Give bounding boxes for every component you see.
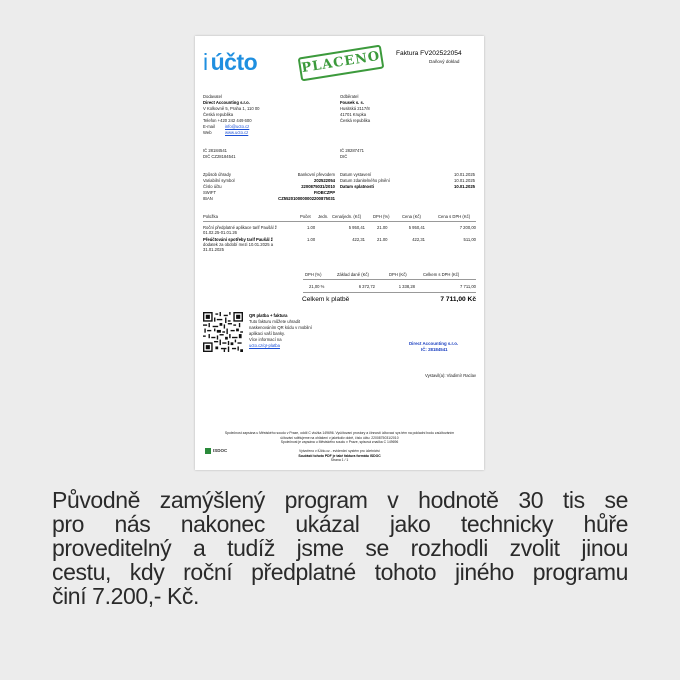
caption-line: Původně zamýšlený program v hodnotě 30 tis se	[52, 487, 628, 513]
item-note-date: 31.01.2025	[203, 247, 224, 252]
page-number: Strana 1 / 1	[330, 458, 349, 462]
col-unit: Jedn.	[318, 214, 329, 219]
swift-label: SWIFT	[203, 190, 217, 195]
footer-line: Vytvořeno v iÚčto.cz - evidenční systém pro účetnictví	[298, 449, 381, 453]
iban-label: IBAN	[203, 196, 213, 201]
customer-name: Fousek s. s.	[340, 100, 364, 105]
date-value: 10.01.2025	[454, 172, 475, 177]
item-total: 7 200,00	[459, 225, 476, 230]
caption-text	[52, 488, 628, 608]
item-period: 01.02.25-01.01.26	[203, 230, 237, 235]
due-label: Datum splatnosti	[340, 184, 374, 189]
item-price: 422,31	[412, 237, 425, 242]
item-vat: 21.00	[377, 237, 388, 242]
customer-country: Česká republika	[340, 118, 371, 123]
vat-col-vat: DPH (Kč)	[389, 272, 407, 277]
divider	[303, 279, 476, 280]
supplier-web-label: Web	[203, 130, 212, 135]
supplier-name: Direct Accounting s.r.o.	[203, 100, 250, 105]
footer-line: Společnost zapsána u Městského soudu v Praze, oddíl C vložka 149696. Vyúčtovaní prostory a činností účtovací sys tém na pokladní bodu zaúčtováním	[224, 431, 455, 435]
payment-label: Způsob úhrady	[203, 172, 231, 177]
qr-title: QR platba + faktura	[249, 313, 288, 318]
caption-line: proveditelný a tudíž jsme se rozhodli zvolit jinou	[52, 535, 628, 561]
due-value: 10.01.2025	[454, 184, 475, 189]
caption-line: činí 7.200,- Kč.	[52, 583, 200, 609]
col-vat: DPH (%)	[373, 214, 390, 219]
footer-line: Součástí tohoto PDF je také faktura formátu ISDOC	[298, 453, 381, 458]
item-vat: 21.00	[377, 225, 388, 230]
item-price: 5 950,41	[408, 225, 425, 230]
customer-address2: 41701 Krupka	[340, 112, 367, 117]
qr-text-line: Tuto fakturu můžete uhradit	[249, 319, 301, 324]
vat-col-rate: DPH (%)	[305, 272, 322, 277]
footer-line: Společnost je zapsána u Městského soudu v Praze, spisová značka C 149696	[280, 440, 399, 444]
signature-name: Direct Accounting s.r.o.	[409, 341, 459, 346]
customer-label: Odběratel	[340, 94, 359, 99]
qr-info-link[interactable]: ucto.cz/qr-platba	[249, 343, 280, 348]
ucto-logo: i účto	[203, 49, 258, 75]
supplier-country: Česká republika	[203, 112, 234, 117]
supplier-ic: IČ 28184541	[203, 148, 227, 153]
paid-stamp: PLACENO	[298, 45, 385, 82]
caption-line: cestu, kdy roční předplatné tohoto jiného programu	[52, 559, 628, 585]
item-name: Přeúčtování spotřeby tarif Paušál ž	[203, 237, 273, 242]
vat-rate: 21,00 %	[309, 284, 325, 289]
isdoc-badge: ISDOC	[205, 448, 227, 454]
total-label: Celkem k platbě	[302, 296, 350, 303]
divider	[303, 292, 476, 293]
account-label: Číslo účtu	[203, 184, 222, 189]
duzp-label: Datum zdanitelného plnění	[340, 178, 390, 183]
account-value: 2200875031/2010	[301, 184, 335, 189]
qr-text-line: naskenováním QR kódu v mobilní	[249, 325, 312, 330]
invoice-sheet	[195, 36, 484, 470]
duzp-value: 10.01.2025	[454, 178, 475, 183]
vat-total: 7 711,00	[460, 284, 476, 289]
customer-address1: Husitská 2117/8	[340, 106, 370, 111]
date-label: Datum vystavení	[340, 172, 372, 177]
col-total: Cena s DPH (Kč)	[438, 214, 471, 219]
payment-value: Bankovní převodem	[297, 172, 335, 177]
invoice-title: Faktura FV202522054	[396, 50, 462, 57]
supplier-phone: Telefon +420 242 449 600	[203, 118, 252, 123]
issued-by: Vystavil(a): Vladimír Raclav	[424, 373, 476, 378]
supplier-email-link[interactable]: info@ucto.cz	[225, 124, 250, 129]
supplier-web-link[interactable]: www.ucto.cz	[225, 130, 249, 135]
col-qty: Počet	[300, 214, 311, 219]
supplier-dic: DIČ CZ28184541	[203, 154, 236, 159]
supplier-address: V Kolkovně 5, Praha 1, 110 00	[203, 106, 260, 111]
qr-code	[203, 312, 243, 352]
item-unit-price: 5 950,41	[348, 225, 365, 230]
item-total: 511,00	[463, 237, 476, 242]
customer-ic: IČ 28287471	[340, 148, 364, 153]
iban-value: CZ5520100000002200875031	[278, 196, 335, 201]
vat-col-base: Základ daně (Kč)	[337, 272, 369, 277]
col-price: Cena (Kč)	[402, 214, 421, 219]
item-qty: 1.00	[307, 225, 316, 230]
signature-stamp	[409, 341, 458, 352]
supplier-label: Dodavatel	[203, 94, 222, 99]
vs-label: Variabilní symbol	[203, 178, 235, 183]
item-note: dodatek za období mezi 10.01.2025 a	[203, 242, 274, 247]
vat-amount: 1 338,28	[398, 284, 415, 289]
item-qty: 1.00	[307, 237, 316, 242]
customer-dic: DIČ	[340, 154, 348, 159]
item-name: Roční předplatné aplikace tarif Paušál ž	[203, 225, 277, 230]
footer-line: účtování sdělujeme na ohlášení v jakékoliv době, číslo účtu: 2200875031/2010	[280, 435, 399, 440]
qr-text-line: aplikaci vaší banky.	[249, 331, 285, 336]
invoice-subtitle: Daňový doklad	[429, 59, 460, 64]
vat-col-total: Celkem s DPH (Kč)	[423, 272, 460, 277]
item-unit-price: 422,31	[352, 237, 365, 242]
swift-value: FIOBCZPP	[313, 190, 335, 195]
total-value: 7 711,00 Kč	[440, 296, 476, 303]
divider	[203, 221, 476, 222]
signature-ic: IČ: 28184541	[421, 346, 448, 352]
vat-base: 6 372,72	[358, 284, 375, 289]
col-item: Položka	[203, 214, 218, 219]
supplier-email-label: E-mail	[203, 124, 215, 129]
isdoc-icon	[205, 448, 211, 454]
vs-value: 202522054	[314, 178, 335, 183]
caption-line: pro nás nakonec ukázal jako technicky hůře	[52, 511, 628, 537]
qr-text-line: Více informací na	[249, 337, 282, 342]
col-unit-price: Cena/jedn. (Kč)	[332, 214, 362, 219]
